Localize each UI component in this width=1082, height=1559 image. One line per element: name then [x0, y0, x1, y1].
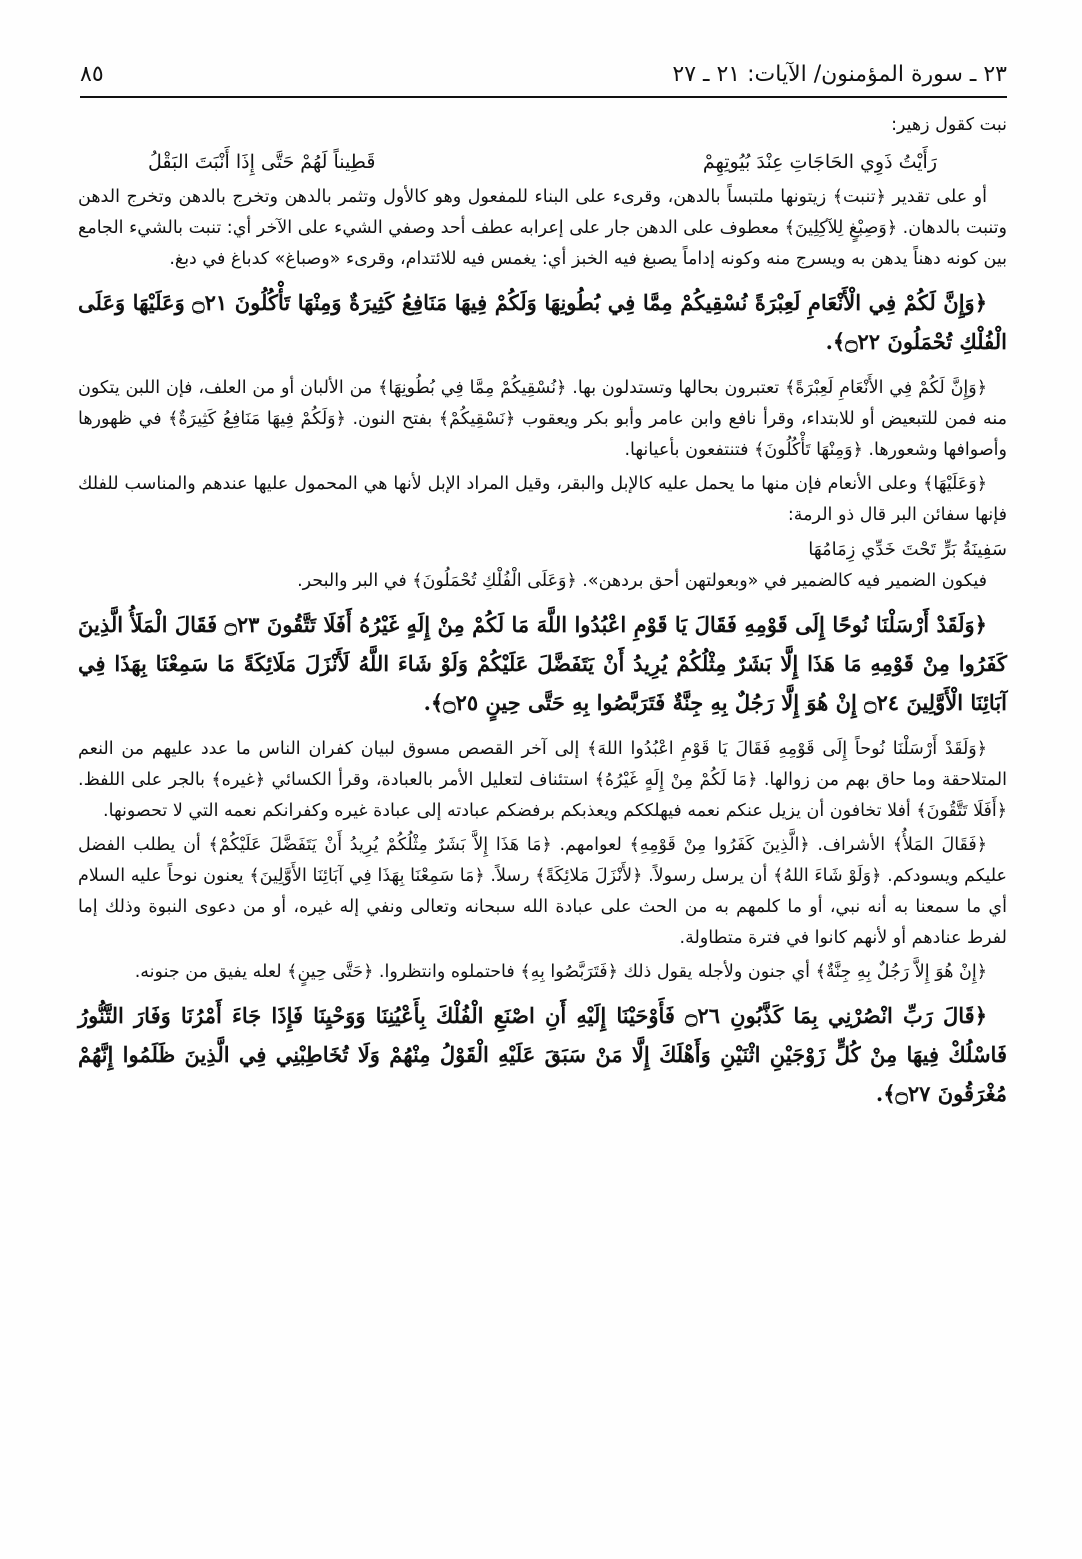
page-header	[80, 56, 1007, 92]
page-number: ٨٥	[80, 61, 104, 87]
page-body	[78, 110, 1007, 1125]
commentary-paragraph: ﴿وَإِنَّ لَكُمْ فِي الأَنْعَامِ لَعِبْرَةً﴾ تعتبرون بحالها وتستدلون بها. ﴿نُسْقِيكُمْ مِمَّا فِي بُطُونِهَا﴾ من الألبان أو من العلف، فإن اللبن يتكون منه فمن للتبعيض أو للابتداء، وقرأ نافع وابن عامر وأبو بكر ويعقوب ﴿نَسْقِيكُمْ﴾ بفتح النون. ﴿وَلَكُمْ فِيهَا مَنَافِعُ كَثِيرَةٌ﴾ في ظهورها وأصوافها وشعورها. ﴿وَمِنْهَا تَأْكُلُونَ﴾ فتنتفعون بأعيانها.	[78, 378, 1007, 460]
commentary-paragraph: ﴿وَعَلَيْهَا﴾ وعلى الأنعام فإن منها ما يحمل عليه كالإبل والبقر، وقيل المراد الإبل لأنها هي المحمول عليها عندهم والمناسب للفلك فإنها سفائن البر قال ذو الرمة:	[78, 474, 1007, 525]
poem-verse	[78, 144, 1007, 180]
header-rule	[80, 96, 1007, 98]
running-title: ٢٣ ـ سورة المؤمنون/ الآيات: ٢١ ـ ٢٧	[672, 61, 1007, 87]
commentary-paragraph: أو على تقدير ﴿تنبت﴾ زيتونها ملتبساً بالدهن، وقرىء على البناء للمفعول وهو كالأول وتثمر بالدهن وتخرج بالدهن وتخرج الدهن وتنبت بالدهان. ﴿وَصِبْغٍ لِلآكِلِينَ﴾ معطوف على الدهن جار على إعرابه عطف أحد وصفي الشيء على الآخر أي: تنبت بالشيء الجامع بين كونه دهناً يدهن به ويسرج منه وكونه إداماً يصبغ فيه الخبز أي: يغمس فيه للائتدام، وقرىء «وصباغ» كدباغ في دبغ.	[78, 187, 1007, 269]
intro-line: نبت كقول زهير:	[891, 115, 1007, 135]
commentary-paragraph: ﴿فَقَالَ المَلأُ﴾ الأشراف. ﴿الَّذِينَ كَفَرُوا مِنْ قَوْمِهِ﴾ لعوامهم. ﴿مَا هَذَا إِلاَّ بَشَرٌ مِثْلُكُمْ يُرِيدُ أَنْ يَتَفَضَّلَ عَلَيْكُمْ﴾ أن يطلب الفضل عليكم ويسودكم. ﴿وَلَوْ شَاءَ اللهُ﴾ أن يرسل رسولاً. ﴿لأَنْزَلَ مَلائِكَةً﴾ رسلاً. ﴿مَا سَمِعْنَا بِهَذَا فِي آبَائِنَا الأَوَّلِينَ﴾ يعنون نوحاً عليه السلام أي ما سمعنا به أنه نبي، أو ما كلمهم به من الحث على عبادة الله سبحانه وتعالى ونفي إله غيره، أو من دعوى النبوة وذلك إما لفرط عنادهم أو لأنهم كانوا في فترة متطاولة.	[78, 835, 1007, 948]
quran-verse-block: ﴿وَلَقَدْ أَرْسَلْنَا نُوحًا إِلَى قَوْمِهِ فَقَالَ يَا قَوْمِ اعْبُدُوا اللَّهَ مَا لَكُمْ مِنْ إِلَهٍ غَيْرُهُ أَفَلَا تَتَّقُونَ ۝٢٣ فَقَالَ الْمَلَأُ الَّذِينَ كَفَرُوا مِنْ قَوْمِهِ مَا هَذَا إِلَّا بَشَرٌ مِثْلُكُمْ يُرِيدُ أَنْ يَتَفَضَّلَ عَلَيْكُمْ وَلَوْ شَاءَ اللَّهُ لَأَنْزَلَ مَلَائِكَةً مَا سَمِعْنَا بِهَذَا فِي آبَائِنَا الْأَوَّلِينَ ۝٢٤ إِنْ هُوَ إِلَّا رَجُلٌ بِهِ جِنَّةٌ فَتَرَبَّصُوا بِهِ حَتَّى حِينٍ ۝٢٥﴾.	[78, 612, 1007, 715]
commentary-paragraph: فيكون الضمير فيه كالضمير في «وبعولتهن أحق بردهن». ﴿وَعَلَى الْفُلْكِ تُحْمَلُونَ﴾ في البر والبحر.	[297, 571, 987, 591]
quran-verse-block: ﴿وَإِنَّ لَكُمْ فِي الْأَنْعَامِ لَعِبْرَةً نُسْقِيكُمْ مِمَّا فِي بُطُونِهَا وَلَكُمْ فِيهَا مَنَافِعُ كَثِيرَةٌ وَمِنْهَا تَأْكُلُونَ ۝٢١ وَعَلَيْهَا وَعَلَى الْفُلْكِ تُحْمَلُونَ ۝٢٢﴾.	[78, 290, 1007, 354]
commentary-paragraph: ﴿إِنْ هُوَ إِلاَّ رَجُلٌ بِهِ جِنَّةٌ﴾ أي جنون ولأجله يقول ذلك ﴿فَتَرَبَّصُوا بِهِ﴾ فاحتملوه وانتظروا. ﴿حَتَّى حِينٍ﴾ لعله يفيق من جنونه.	[134, 962, 987, 982]
poem-hemistich-right: رَأَيْتُ ذَوِي الحَاجَاتِ عِنْدَ بُيُوتِهِمْ	[702, 151, 937, 173]
poem-line: سَفِينَةُ بَرٍّ تَحْتَ خَدِّي زِمَامُهَا	[808, 539, 1007, 560]
commentary-paragraph: ﴿وَلَقَدْ أَرْسَلْنَا نُوحاً إِلَى قَوْمِهِ فَقَالَ يَا قَوْمِ اعْبُدُوا اللهَ﴾ إلى آخر القصص مسوق لبيان كفران الناس ما عدد عليهم من النعم المتلاحقة وما حاق بهم من زوالها. ﴿مَا لَكُمْ مِنْ إِلَهٍ غَيْرُهُ﴾ استئناف لتعليل الأمر بالعبادة، وقرأ الكسائي ﴿غيره﴾ بالجر على اللفظ. ﴿أَفَلَا تَتَّقُونَ﴾ أفلا تخافون أن يزيل عنكم نعمه فيهلككم ويعذبكم برفضكم عبادته إلى عبادة غيره وكفرانكم نعمه التي لا تحصونها.	[78, 739, 1007, 821]
quran-verse-block: ﴿قَالَ رَبِّ انْصُرْنِي بِمَا كَذَّبُونِ ۝٢٦ فَأَوْحَيْنَا إِلَيْهِ أَنِ اصْنَعِ الْفُلْكَ بِأَعْيُنِنَا وَوَحْيِنَا فَإِذَا جَاءَ أَمْرُنَا وَفَارَ التَّنُّورُ فَاسْلُكْ فِيهَا مِنْ كُلٍّ زَوْجَيْنِ اثْنَيْنِ وَأَهْلَكَ إِلَّا مَنْ سَبَقَ عَلَيْهِ الْقَوْلُ مِنْهُمْ وَلَا تُخَاطِبْنِي فِي الَّذِينَ ظَلَمُوا إِنَّهُمْ مُغْرَقُونَ ۝٢٧﴾.	[78, 1003, 1007, 1106]
poem-hemistich-left: قَطِيناً لَهُمْ حَتَّى إِذَا أَنْبَتَ البَقْلُ	[148, 151, 376, 173]
